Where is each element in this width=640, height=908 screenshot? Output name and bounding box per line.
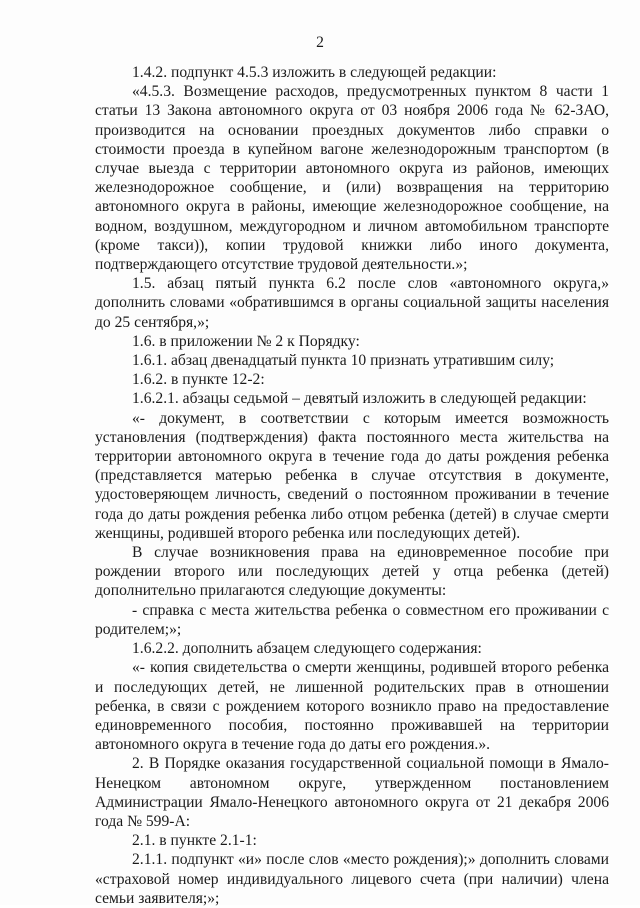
paragraph-2-1: 2.1. в пункте 2.1-1:: [132, 832, 257, 850]
paragraph-2-1-1: 2.1.1. подпункт «и» после слов «место рождения);» дополнить словами «страховой номер индивидуального лицевого счета (при наличии) члена семьи заявителя;»;: [95, 851, 609, 907]
paragraph-1-6: 1.6. в приложении № 2 к Порядку:: [132, 332, 360, 350]
paragraph-4-5-3-text: «4.5.3. Возмещение расходов, предусмотренных пунктом 8 части 1 статьи 13 Закона автономного округа от 03 ноября 2006 года № 62-ЗАО, производится на основании проездных документов либо справки о стоимости проезда в купейном вагоне железнодорожным транспортом (в случае выезда с территории автономного округа из районов, имеющих железнодорожное сообщение, и (или) возвращения на территорию автономного округа в районы, имеющие железнодорожное сообщение, на водном, воздушном, междугородном и личном автомобильном транспорте (кроме такси)), копии трудовой книжки либо иного документа, подтверждающего отсутствие трудовой деятельности.»;: [95, 83, 609, 274]
paragraph-2: 2. В Порядке оказания государственной социальной помощи в Ямало-Ненецком автономном округе, утвержденном постановлением Администрации Ямало-Ненецкого автономного округа от 21 декабря 2006 года № 599-А:: [95, 755, 609, 830]
paragraph-residence-certificate: - справка с места жительства ребенка о совместном его проживании с родителем;»;: [95, 601, 609, 638]
paragraph-1-5: 1.5. абзац пятый пункта 6.2 после слов «автономного округа,» дополнить словами «обратившимся в органы социальной защиты населения до 25 сентября,»;: [95, 275, 609, 331]
paragraph-1-6-1: 1.6.1. абзац двенадцатый пункта 10 признать утратившим силу;: [132, 352, 555, 370]
paragraph-1-4-2: 1.4.2. подпункт 4.5.3 изложить в следующей редакции:: [132, 64, 497, 81]
paragraph-father-case: В случае возникновения права на единовременное пособие при рождении второго или последующих детей у отца ребенка (детей) дополнительно прилагаются следующие документы:: [95, 544, 609, 600]
page-number: 2: [316, 34, 324, 51]
paragraph-1-6-2-1: 1.6.2.1. абзацы седьмой – девятый изложить в следующей редакции:: [132, 390, 587, 408]
paragraph-document-clause: «- документ, в соответствии с которым имеется возможность установления (подтверждения) факта постоянного места жительства на территории автономного округа в течение года до даты рождения ребенка (представляется матерью ребенка в случае отсутствия в документе, удостоверяющем личность, сведений о постоянном проживании в течение года до даты рождения ребенка либо отцом ребенка (детей) в случае смерти женщины, родившей второго ребенка или последующих детей).: [95, 409, 609, 542]
paragraph-1-6-2-2: 1.6.2.2. дополнить абзацем следующего содержания:: [132, 640, 482, 658]
paragraph-death-certificate: «- копия свидетельства о смерти женщины, родившей второго ребенка и последующих детей, не лишенной родительских прав в отношении ребенка, в связи с рождением которого возникло право на предоставление единовременного пособия, постоянно проживавшей на территории автономного округа в течение года до даты его рождения.».: [95, 659, 609, 754]
document-body: [95, 63, 609, 908]
paragraph-1-6-2: 1.6.2. в пункте 12-2:: [132, 371, 265, 389]
